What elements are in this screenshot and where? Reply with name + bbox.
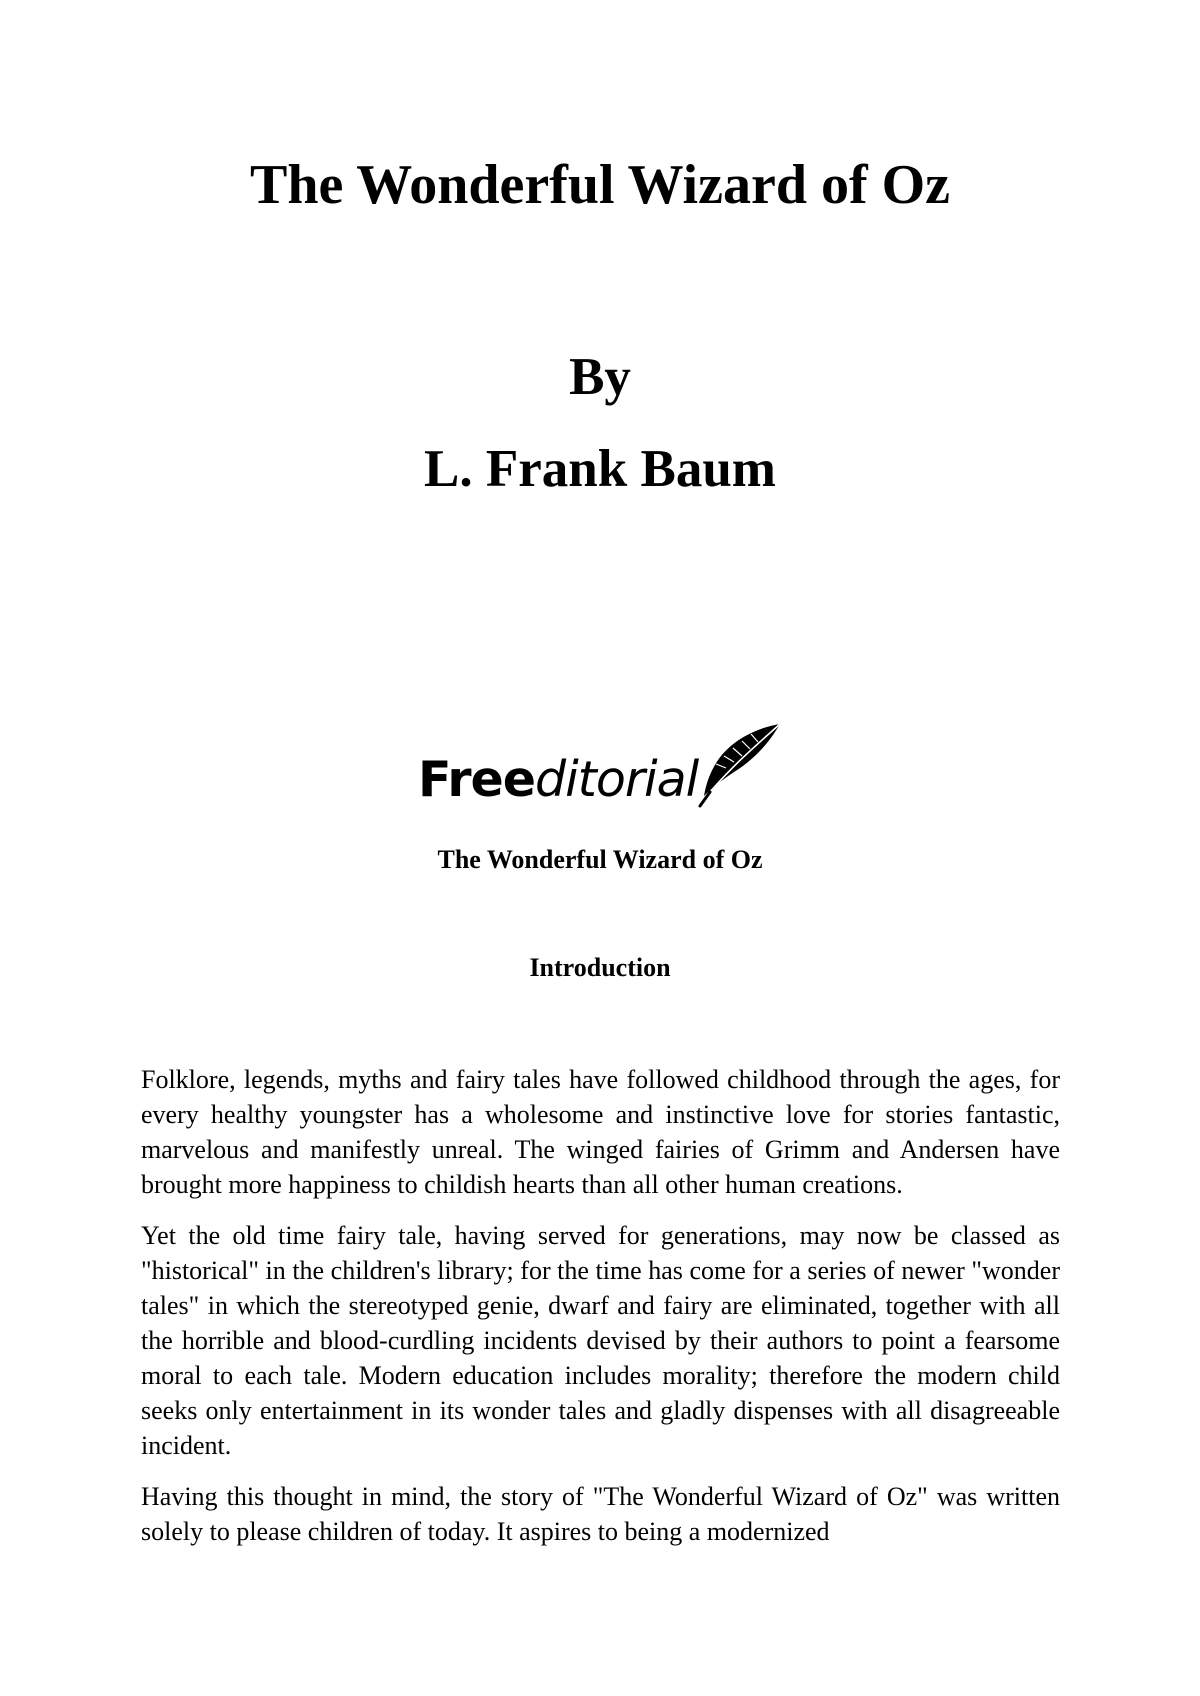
book-subtitle: The Wonderful Wizard of Oz xyxy=(437,845,763,874)
publisher-logo xyxy=(418,722,788,822)
publisher-logo-italic: ditorial xyxy=(534,751,699,808)
paragraph: Having this thought in mind, the story of "The Wonderful Wizard of Oz" was written solely to please children of today. It aspires to being a modernized xyxy=(141,1482,1060,1546)
section-heading: Introduction xyxy=(529,953,671,982)
publisher-logo-bold: Free xyxy=(418,751,535,808)
publisher-logo-text xyxy=(418,750,698,810)
book-title: The Wonderful Wizard of Oz xyxy=(249,154,951,216)
author-name: L. Frank Baum xyxy=(424,440,776,498)
body-text xyxy=(141,1062,1060,1565)
feather-icon xyxy=(696,722,782,808)
by-label: By xyxy=(569,348,631,406)
paragraph: Yet the old time fairy tale, having served for generations, may now be classed as "historical" in the children's library; for the time has come for a series of newer "wonder tales" in which the stereotyped genie, dwarf and fairy are eliminated, together with all the horrible and blood-curdling incidents devised by their authors to point a fearsome moral to each tale. Modern education includes morality; therefore the modern child seeks only entertainment in its wonder tales and gladly dispenses with all disagreeable incident. xyxy=(141,1221,1060,1460)
paragraph: Folklore, legends, myths and fairy tales have followed childhood through the ages, for every healthy youngster has a wholesome and instinctive love for stories fantastic, marvelous and manifestly unreal. The winged fairies of Grimm and Andersen have brought more happiness to childish hearts than all other human creations. xyxy=(141,1065,1060,1199)
